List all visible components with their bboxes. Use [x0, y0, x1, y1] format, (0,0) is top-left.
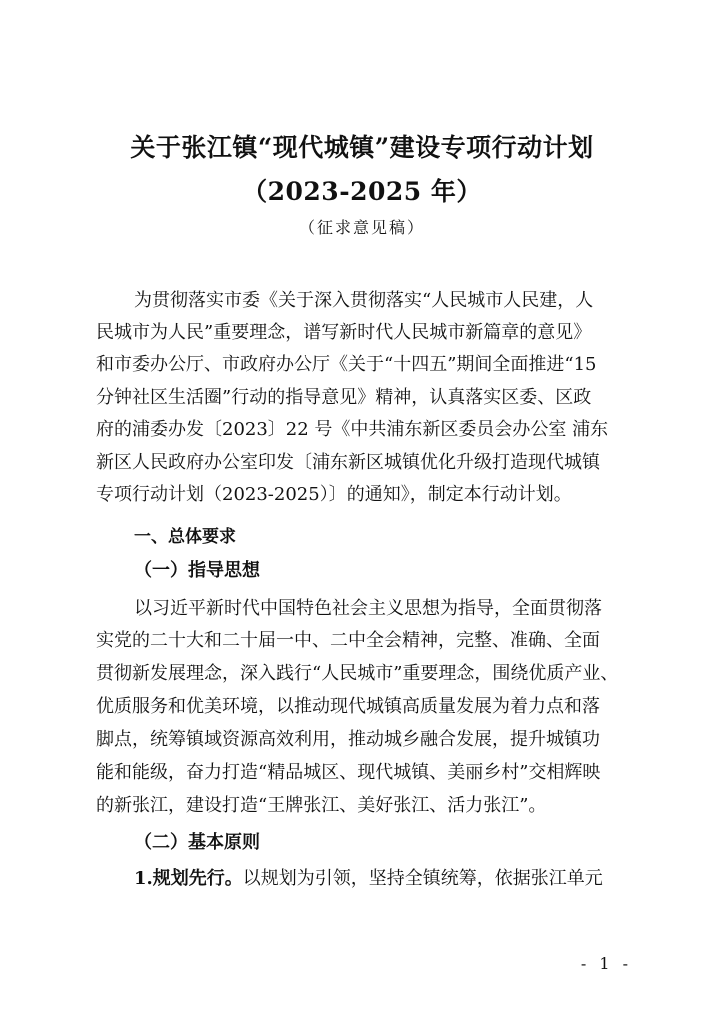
- intro-line: 新区人民政府办公室印发〔浦东新区城镇优化升级打造现代城镇: [96, 452, 600, 473]
- intro-line: 分钟社区生活圈”行动的指导意见》精神，认真落实区委、区政: [96, 387, 592, 408]
- document-title-line1: 关于张江镇“现代城镇”建设专项行动计划: [130, 133, 594, 162]
- principle-text: 以规划为引领，坚持全镇统筹，依据张江单元: [242, 868, 603, 889]
- guiding-line: 实党的二十大和二十届一中、二中全会精神，完整、准确、全面: [96, 630, 600, 651]
- guiding-line: 的新张江，建设打造“王牌张江、美好张江、活力张江”。: [96, 795, 547, 816]
- intro-line: 为贯彻落实市委《关于深入贯彻落实“人民城市人民建，人: [134, 290, 594, 311]
- document-title-line2: （2023-2025 年）: [242, 177, 482, 206]
- intro-line: 府的浦委办发〔2023〕22 号《中共浦东新区委员会办公室 浦东: [96, 419, 609, 440]
- section-heading: 一、总体要求: [134, 527, 236, 547]
- guiding-line: 优质服务和优美环境，以推动现代城镇高质量发展为着力点和落: [96, 696, 600, 717]
- guiding-line: 以习近平新时代中国特色社会主义思想为指导，全面贯彻落: [134, 598, 602, 619]
- principle-line: [134, 867, 628, 891]
- guiding-line: 贯彻新发展理念，深入践行“人民城市”重要理念，围绕优质产业、: [96, 663, 619, 684]
- subsection-heading: （二）基本原则: [134, 832, 260, 853]
- subsection-heading: （一）指导思想: [134, 560, 260, 581]
- document-subtitle: （征求意见稿）: [298, 218, 425, 237]
- page-number: - 1 -: [580, 954, 632, 973]
- guiding-line: 脚点，统筹镇域资源高效利用，推动城乡融合发展，提升城镇功: [96, 729, 600, 750]
- principle-label: 1.规划先行。: [134, 868, 243, 889]
- intro-line: 专项行动计划（2023-2025）〕的通知》，制定本行动计划。: [96, 484, 572, 505]
- intro-line: 和市委办公厅、市政府办公厅《关于“十四五”期间全面推进“15: [96, 354, 597, 375]
- guiding-line: 能和能级，奋力打造“精品城区、现代城镇、美丽乡村”交相辉映: [96, 762, 601, 783]
- intro-line: 民城市为人民”重要理念，谱写新时代人民城市新篇章的意见》: [96, 322, 592, 343]
